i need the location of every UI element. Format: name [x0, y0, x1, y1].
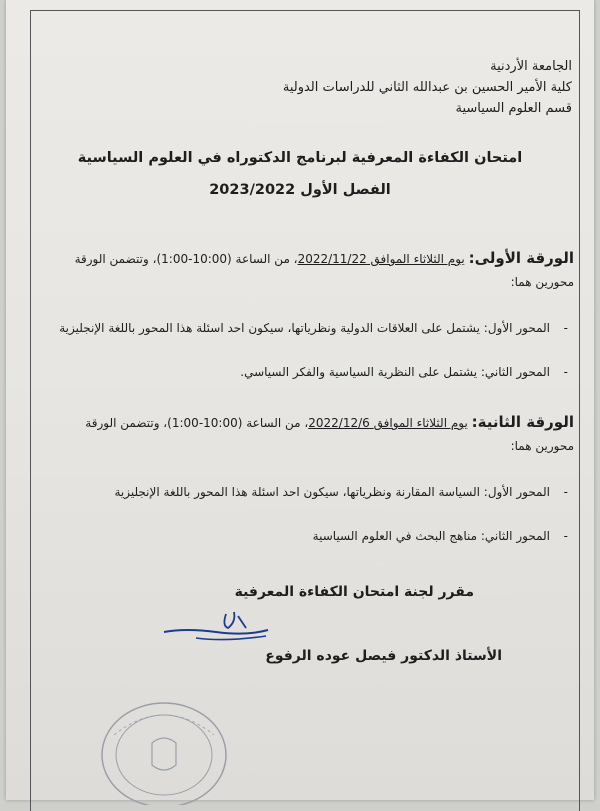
paper2-date: يوم الثلاثاء الموافق 2022/12/6: [308, 416, 468, 430]
handwritten-signature: [156, 608, 276, 648]
university-name: الجامعة الأردنية: [490, 59, 572, 74]
paper1-label: الورقة الأولى:: [468, 249, 574, 267]
page-border: [30, 10, 580, 811]
document-page: [6, 0, 594, 800]
paper2-continuation: محورين هما:: [510, 439, 574, 453]
paper1-time: ، من الساعة (10:00-1:00)، وتتضمن الورقة: [74, 252, 298, 266]
school-name: كلية الأمير الحسين بن عبدالله الثاني للدراسات الدولية: [282, 80, 572, 95]
department-stamp: [94, 695, 234, 805]
paper1-heading: [44, 248, 574, 270]
paper2-axis1-text: المحور الأول: السياسة المقارنة ونظرياتها، سيكون احد اسئلة هذا المحور باللغة الإنجليزية: [114, 485, 550, 499]
paper1-axis2: - المحور الثاني: يشتمل على النظرية السياسية والفكر السياسي.: [240, 365, 568, 379]
signatory-name: الأستاذ الدكتور فيصل عوده الرفوع: [265, 648, 502, 664]
department-name: قسم العلوم السياسية: [455, 101, 572, 116]
paper2-time: ، من الساعة (10:00-1:00)، وتتضمن الورقة: [85, 416, 309, 430]
paper1-axis2-text: المحور الثاني: يشتمل على النظرية السياسية والفكر السياسي.: [240, 365, 550, 379]
paper1-axis1-text: المحور الأول: يشتمل على العلاقات الدولية ونظرياتها، سيكون احد اسئلة هذا المحور باللغة الإنجليزية: [59, 321, 550, 335]
semester-title: الفصل الأول 2023/2022: [209, 182, 391, 198]
paper1-continuation: محورين هما:: [510, 275, 574, 289]
paper2-axis1: - المحور الأول: السياسة المقارنة ونظرياتها، سيكون احد اسئلة هذا المحور باللغة الإنجليزية: [114, 485, 568, 499]
paper1-axis1: - المحور الأول: يشتمل على العلاقات الدولية ونظرياتها، سيكون احد اسئلة هذا المحور باللغة الإنجليزية: [59, 321, 568, 335]
document-title: امتحان الكفاءة المعرفية لبرنامج الدكتوراه في العلوم السياسية: [77, 150, 523, 166]
committee-role: مقرر لجنة امتحان الكفاءة المعرفية: [234, 584, 474, 600]
paper2-axis2: - المحور الثاني: مناهج البحث في العلوم السياسية: [312, 529, 568, 543]
paper2-axis2-text: المحور الثاني: مناهج البحث في العلوم السياسية: [312, 529, 550, 543]
paper1-date: يوم الثلاثاء الموافق 2022/11/22: [297, 252, 465, 266]
paper2-heading: [44, 412, 574, 434]
paper2-label: الورقة الثانية:: [471, 413, 574, 431]
